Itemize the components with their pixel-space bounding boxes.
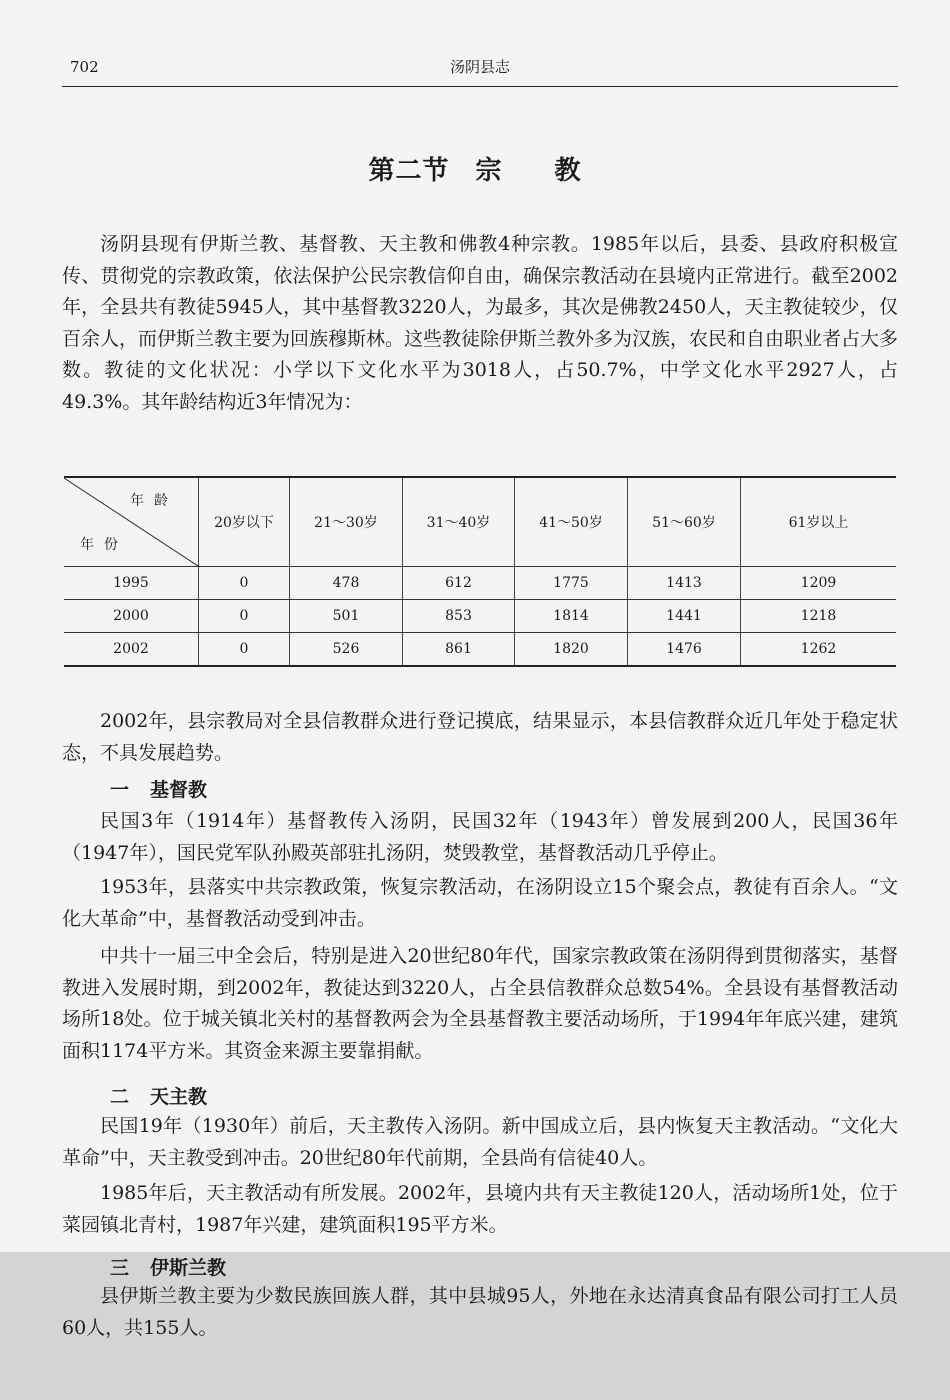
christianity-paragraph-2: 1953年，县落实中共宗教政策，恢复宗教活动，在汤阴设立15个聚会点，教徒有百余人。“文化大革命”中，基督教活动受到冲击。 bbox=[62, 876, 898, 930]
row-year: 1995 bbox=[64, 567, 199, 600]
subsection-title: 基督教 bbox=[150, 779, 208, 801]
after-table-paragraph: 2002年，县宗教局对全县信教群众进行登记摸底，结果显示，本县信教群众近几年处于稳定状态，不具发展趋势。 bbox=[62, 710, 898, 764]
catholicism-paragraph-2: 1985年后，天主教活动有所发展。2002年，县境内共有天主教徒120人，活动场所1处，位于菜园镇北青村，1987年兴建，建筑面积195平方米。 bbox=[62, 1182, 898, 1236]
table-cell: 861 bbox=[403, 633, 515, 667]
table-cell: 853 bbox=[403, 600, 515, 633]
subsection-number: 一 bbox=[110, 779, 130, 801]
row-year: 2000 bbox=[64, 600, 199, 633]
section-title bbox=[0, 150, 950, 187]
section-title-number: 第二节 bbox=[368, 156, 450, 186]
table-row bbox=[64, 567, 896, 600]
subsection-heading-catholicism bbox=[110, 1082, 207, 1109]
table-cell: 1775 bbox=[515, 567, 628, 600]
subsection-number: 二 bbox=[110, 1086, 130, 1108]
table-cell: 612 bbox=[403, 567, 515, 600]
table-cell: 1262 bbox=[741, 633, 897, 667]
islam-paragraph-1: 县伊斯兰教主要为少数民族回族人群，其中县城95人，外地在永达清真食品有限公司打工人员60人，共155人。 bbox=[62, 1285, 898, 1339]
column-header: 20岁以下 bbox=[199, 477, 290, 567]
column-header: 21～30岁 bbox=[290, 477, 403, 567]
table-cell: 1218 bbox=[741, 600, 897, 633]
christianity-paragraph-3: 中共十一届三中全会后，特别是进入20世纪80年代，国家宗教政策在汤阴得到贯彻落实，基督教进入发展时期，到2002年，教徒达到3220人，占全县信教群众总数54%。全县设有基督教活动场所18处。位于城关镇北关村的基督教两会为全县基督教主要活动场所，于1994年年底兴建，建筑面积1174平方米。其资金来源主要靠捐献。 bbox=[62, 945, 898, 1062]
table-row bbox=[64, 633, 896, 667]
page-header bbox=[62, 52, 898, 87]
table-cell: 1209 bbox=[741, 567, 897, 600]
intro-paragraph: 汤阴县现有伊斯兰教、基督教、天主教和佛教4种宗教。1985年以后，县委、县政府积极宣传、贯彻党的宗教政策，依法保护公民宗教信仰自由，确保宗教活动在县境内正常进行。截至2002年，全县共有教徒5945人，其中基督教3220人，为最多，其次是佛教2450人，天主教徒较少，仅百余人，而伊斯兰教主要为回族穆斯林。这些教徒除伊斯兰教外多为汉族，农民和自由职业者占大多数。教徒的文化状况：小学以下文化水平为3018人，占50.7%，中学文化水平2927人，占49.3%。其年龄结构近3年情况为： bbox=[62, 233, 899, 413]
subsection-title: 伊斯兰教 bbox=[150, 1257, 227, 1279]
christianity-paragraph-1: 民国3年（1914年）基督教传入汤阴，民国32年（1943年）曾发展到200人，民国36年（1947年），国民党军队孙殿英部驻扎汤阴，焚毁教堂，基督教活动几乎停止。 bbox=[62, 810, 898, 864]
running-title: 汤阴县志 bbox=[449, 58, 510, 76]
table-cell: 1476 bbox=[628, 633, 741, 667]
column-header: 41～50岁 bbox=[515, 477, 628, 567]
table-cell: 1820 bbox=[515, 633, 628, 667]
table-cell: 478 bbox=[290, 567, 403, 600]
section-title-word-2: 教 bbox=[554, 156, 582, 186]
table-cell: 526 bbox=[290, 633, 403, 667]
row-year: 2002 bbox=[64, 633, 199, 667]
table-cell: 1814 bbox=[515, 600, 628, 633]
table-cell: 501 bbox=[290, 600, 403, 633]
table-header-row bbox=[64, 477, 896, 567]
subsection-heading-christianity bbox=[110, 775, 207, 802]
page-number: 702 bbox=[70, 58, 99, 76]
age-structure-table bbox=[64, 476, 896, 667]
column-header: 61岁以上 bbox=[741, 477, 897, 567]
subsection-number: 三 bbox=[110, 1257, 130, 1279]
subsection-heading-islam bbox=[110, 1253, 226, 1280]
section-title-word-1: 宗 bbox=[475, 156, 503, 186]
subsection-title: 天主教 bbox=[150, 1086, 208, 1108]
column-header: 51～60岁 bbox=[628, 477, 741, 567]
corner-top-label: 年龄 bbox=[130, 493, 178, 509]
column-header: 31～40岁 bbox=[403, 477, 515, 567]
table-cell: 1413 bbox=[628, 567, 741, 600]
table-cell: 0 bbox=[199, 633, 290, 667]
table-row bbox=[64, 600, 896, 633]
table-cell: 1441 bbox=[628, 600, 741, 633]
catholicism-paragraph-1: 民国19年（1930年）前后，天主教传入汤阴。新中国成立后，县内恢复天主教活动。“文化大革命”中，天主教受到冲击。20世纪80年代前期，全县尚有信徒40人。 bbox=[62, 1115, 898, 1169]
table-corner-cell bbox=[64, 477, 199, 567]
corner-bottom-label: 年份 bbox=[80, 537, 128, 553]
table-cell: 0 bbox=[199, 567, 290, 600]
table-cell: 0 bbox=[199, 600, 290, 633]
